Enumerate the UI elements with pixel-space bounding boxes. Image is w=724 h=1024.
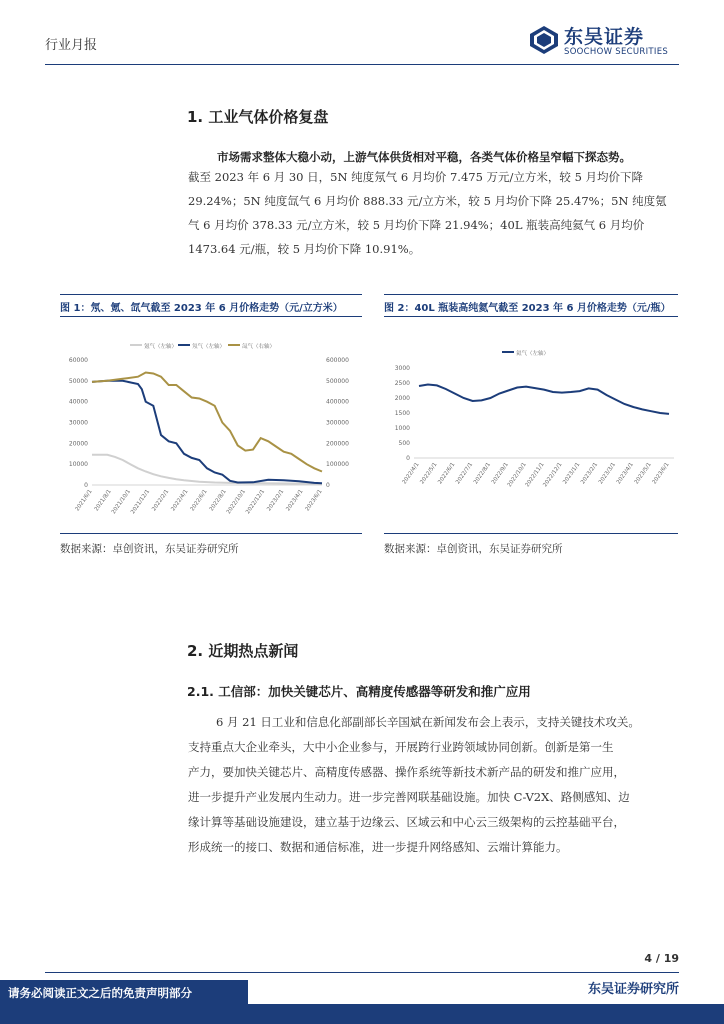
footer-strip (0, 1004, 724, 1024)
section-1-line-1: 截至 2023 年 6 月 30 日，5N 纯度氖气 6 月均价 7.475 万元/立方米，较 5 月均价下降 (188, 170, 644, 184)
news-line-1: 6 月 21 日工业和信息化部副部长辛国斌在新闻发布会上表示，支持关键技术攻关。 (216, 715, 640, 729)
x-axis-tick-label: 2022/4/1 (401, 461, 421, 486)
series-line (419, 385, 669, 414)
y-axis-tick-label: 3000 (394, 365, 410, 372)
figure-1-title: 图 1：氖、氪、氙气截至 2023 年 6 月价格走势（元/立方米） (60, 303, 343, 314)
figure-2-source: 数据来源：卓创资讯，东吴证券研究所 (384, 543, 563, 555)
y-axis-tick-label: 2000 (394, 395, 410, 402)
left-axis-tick-label: 50000 (68, 377, 88, 385)
right-axis-tick-label: 400000 (326, 398, 349, 406)
x-axis-tick-label: 2022/9/1 (490, 461, 510, 486)
header-rule (45, 64, 679, 65)
x-axis-tick-label: 2022/2/1 (151, 488, 171, 513)
left-axis-tick-label: 60000 (68, 357, 88, 364)
series-line (92, 381, 322, 484)
right-axis-tick-label: 500000 (326, 377, 349, 385)
legend-label: 氦气（左轴） (516, 351, 550, 357)
left-axis-tick-label: 20000 (68, 440, 88, 448)
figure-1-bottom-rule (60, 533, 362, 534)
figure-1-top-rule (60, 294, 362, 295)
x-axis-tick-label: 2023/1/1 (562, 461, 582, 486)
figure-2-bottom-rule (384, 533, 678, 534)
left-axis-tick-label: 30000 (68, 419, 88, 427)
x-axis-tick-label: 2022/10/1 (506, 461, 528, 489)
x-axis-tick-label: 2022/10/1 (225, 488, 247, 516)
x-axis-tick-label: 2022/12/1 (245, 488, 267, 516)
left-axis-tick-label: 10000 (68, 461, 88, 469)
y-axis-tick-label: 1500 (394, 410, 410, 417)
news-line-6: 形成统一的接口、数据和通信标准，进一步提升网络感知、云端计算能力。 (188, 840, 568, 854)
report-category: 行业月报 (45, 38, 98, 53)
right-axis-tick-label: 0 (326, 482, 330, 489)
figure-1-source: 数据来源：卓创资讯，东吴证券研究所 (60, 543, 239, 555)
figure-2-title-rule (384, 316, 678, 317)
y-axis-tick-label: 2500 (394, 380, 410, 387)
x-axis-tick-label: 2023/2/1 (266, 488, 286, 513)
y-axis-tick-label: 1000 (394, 425, 410, 432)
x-axis-tick-label: 2022/8/1 (208, 488, 228, 513)
section-2-1-title: 2.1. 工信部：加快关键芯片、高精度传感器等研发和推广应用 (187, 684, 531, 699)
legend-label: 氖气（左轴） (192, 344, 226, 350)
x-axis-tick-label: 2023/4/1 (615, 461, 635, 486)
x-axis-tick-label: 2022/5/1 (419, 461, 439, 486)
x-axis-tick-label: 2023/6/1 (304, 488, 324, 513)
footer-institute: 东吴证券研究所 (587, 982, 679, 997)
figure-2-top-rule (384, 294, 678, 295)
right-axis-tick-label: 600000 (326, 357, 349, 364)
x-axis-tick-label: 2022/7/1 (455, 461, 475, 486)
x-axis-tick-label: 2023/5/1 (633, 461, 653, 486)
x-axis-tick-label: 2021/6/1 (74, 488, 94, 513)
figure-2-title: 图 2：40L 瓶装高纯氦气截至 2023 年 6 月价格走势（元/瓶） (384, 303, 671, 314)
page-number: 4 / 19 (644, 952, 679, 965)
left-axis-tick-label: 40000 (68, 398, 88, 406)
series-line (92, 373, 322, 472)
x-axis-tick-label: 2022/12/1 (542, 461, 564, 489)
logo-english-name: SOOCHOW SECURITIES (564, 47, 669, 57)
x-axis-tick-label: 2021/10/1 (110, 488, 132, 516)
y-axis-tick-label: 0 (406, 455, 410, 462)
x-axis-tick-label: 2022/6/1 (437, 461, 457, 486)
x-axis-tick-label: 2023/2/1 (580, 461, 600, 486)
legend-label: 氙气（右轴） (242, 344, 276, 350)
figure-1-title-rule (60, 316, 362, 317)
x-axis-tick-label: 2023/3/1 (597, 461, 618, 486)
section-2-title: 2. 近期热点新闻 (187, 642, 299, 660)
right-axis-tick-label: 200000 (326, 440, 349, 448)
news-line-3: 产力，要加快关键芯片、高精度传感器、操作系统等新技术新产品的研发和推广应用， (188, 765, 625, 779)
x-axis-tick-label: 2022/6/1 (189, 488, 209, 513)
x-axis-tick-label: 2021/12/1 (130, 488, 152, 516)
left-axis-tick-label: 0 (84, 482, 88, 489)
news-line-4: 进一步提升产业发展内生动力。进一步完善网联基础设施。加快 C-V2X、路侧感知、边 (188, 790, 630, 804)
section-1-line-2: 29.24%；5N 纯度氙气 6 月均价 888.33 元/立方米，较 5 月均价下降 25.47%；5N 纯度氪 (188, 194, 667, 208)
chart-helium (384, 340, 678, 530)
company-logo (520, 22, 690, 62)
section-1-line-4: 1473.64 元/瓶，较 5 月均价下降 10.91%。 (188, 242, 421, 256)
x-axis-tick-label: 2023/6/1 (651, 461, 671, 486)
news-line-2: 支持重点大企业牵头，大中小企业参与，开展跨行业跨领域协同创新。创新是第一生 (188, 740, 614, 754)
x-axis-tick-label: 2021/8/1 (93, 488, 113, 513)
section-1-lead: 市场需求整体大稳小动，上游气体供货相对平稳，各类气体价格呈窄幅下探态势。 (217, 150, 631, 164)
disclaimer-text: 请务必阅读正文之后的免责声明部分 (8, 986, 192, 1000)
y-axis-tick-label: 500 (398, 440, 410, 447)
x-axis-tick-label: 2022/11/1 (524, 461, 546, 489)
news-line-5: 缘计算等基础设施建设，建立基于边缘云、区域云和中心云三级架构的云控基础平台， (188, 815, 625, 829)
x-axis-tick-label: 2022/4/1 (170, 488, 190, 513)
legend-label: 氪气（左轴） (144, 344, 178, 350)
chart-neon-krypton-xenon (60, 330, 365, 530)
section-1-line-3: 气 6 月均价 378.33 元/立方米，较 5 月均价下降 21.94%；40L 瓶装高纯氦气 6 月均价 (188, 218, 645, 232)
footer-rule (45, 972, 679, 973)
x-axis-tick-label: 2023/4/1 (285, 488, 305, 513)
logo-chinese-name: 东吴证券 (564, 26, 645, 48)
x-axis-tick-label: 2022/8/1 (472, 461, 493, 486)
right-axis-tick-label: 100000 (326, 461, 349, 469)
section-1-title: 1. 工业气体价格复盘 (187, 108, 329, 126)
right-axis-tick-label: 300000 (326, 419, 349, 427)
logo-mark-icon (528, 24, 560, 56)
